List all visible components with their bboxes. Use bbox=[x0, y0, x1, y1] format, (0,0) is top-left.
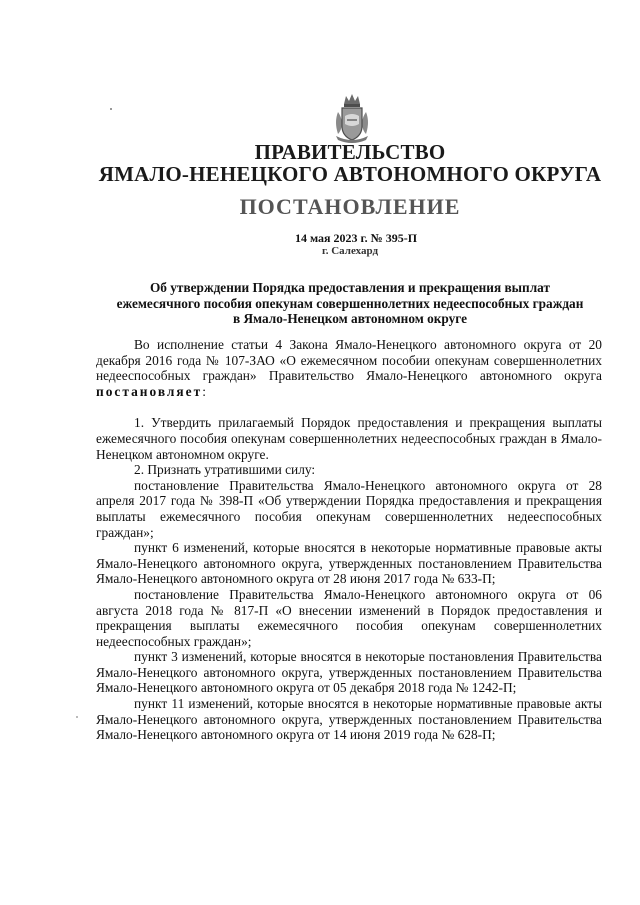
subject-line: Об утверждении Порядка предоставления и прекращения выплат bbox=[149, 280, 551, 295]
document-type-title: ПОСТАНОВЛЕНИЕ bbox=[239, 194, 461, 219]
scan-speck bbox=[76, 716, 78, 718]
government-title-line1: ПРАВИТЕЛЬСТВО bbox=[254, 140, 446, 164]
decree-body bbox=[96, 337, 602, 743]
decree-date-number: 14 мая 2023 г. № 395-П bbox=[294, 231, 418, 245]
resolves-word: постановляет bbox=[96, 383, 203, 399]
body-paragraph: пункт 3 изменений, которые вносятся в некоторые постановления Правительства Ямало-Ненецкого автономного округа, утвержденных постановлением Правительства Ямало-Ненецкого автономного округа от 05 декабря 2018 года № 1242-П; bbox=[96, 649, 602, 696]
coat-of-arms-icon bbox=[330, 92, 374, 144]
body-paragraph: 2. Признать утратившими силу: bbox=[134, 462, 316, 478]
body-paragraph: пункт 6 изменений, которые вносятся в некоторые нормативные правовые акты Ямало-Ненецкого автономного округа, утвержденных постановлением Правительства Ямало-Ненецкого автономного округа от 28 июня 2017 года № 633-П; bbox=[96, 540, 602, 587]
body-paragraph: 1. Утвердить прилагаемый Порядок предоставления и прекращения выплаты ежемесячного пособия опекунам совершеннолетних недееспособных граждан в Ямало-Ненецком автономном округе. bbox=[96, 415, 602, 462]
body-paragraph: пункт 11 изменений, которые вносятся в некоторые нормативные правовые акты Ямало-Ненецкого автономного округа, утвержденных постановлением Правительства Ямало-Ненецкого автономного округа от 14 июня 2019 года № 628-П; bbox=[96, 696, 602, 743]
government-title-line2: ЯМАЛО-НЕНЕЦКОГО АВТОНОМНОГО ОКРУГА bbox=[98, 162, 602, 186]
decree-city: г. Салехард bbox=[321, 245, 379, 257]
subject-line: в Ямало-Ненецком автономном округе bbox=[232, 311, 468, 326]
body-paragraph: постановление Правительства Ямало-Ненецкого автономного округа от 06 августа 2018 года № 817-П «О внесении изменений в Порядок предоставления и прекращения выплаты ежемесячного пособия опекунам совершеннолетних недееспособных граждан»; bbox=[96, 586, 602, 649]
decree-subject bbox=[96, 280, 604, 327]
preamble-text: Во исполнение статьи 4 Закона Ямало-Ненецкого автономного округа от 20 декабря 2016 года № 107-ЗАО «О ежемесячном пособии опекунам совершеннолетних недееспособных граждан» Правительство Ямало-Ненецкого автономного округа bbox=[96, 337, 602, 384]
preamble-tail: : bbox=[202, 383, 206, 399]
subject-line: ежемесячного пособия опекунам совершеннолетних недееспособных граждан bbox=[116, 295, 584, 311]
body-paragraph: постановление Правительства Ямало-Ненецкого автономного округа от 28 апреля 2017 года № 398-П «Об утверждении Порядка предоставления и прекращения выплаты ежемесячного пособия опекунам совершеннолетних недееспособных граждан»; bbox=[96, 477, 602, 540]
scan-speck bbox=[110, 108, 112, 110]
preamble-paragraph bbox=[96, 337, 602, 399]
